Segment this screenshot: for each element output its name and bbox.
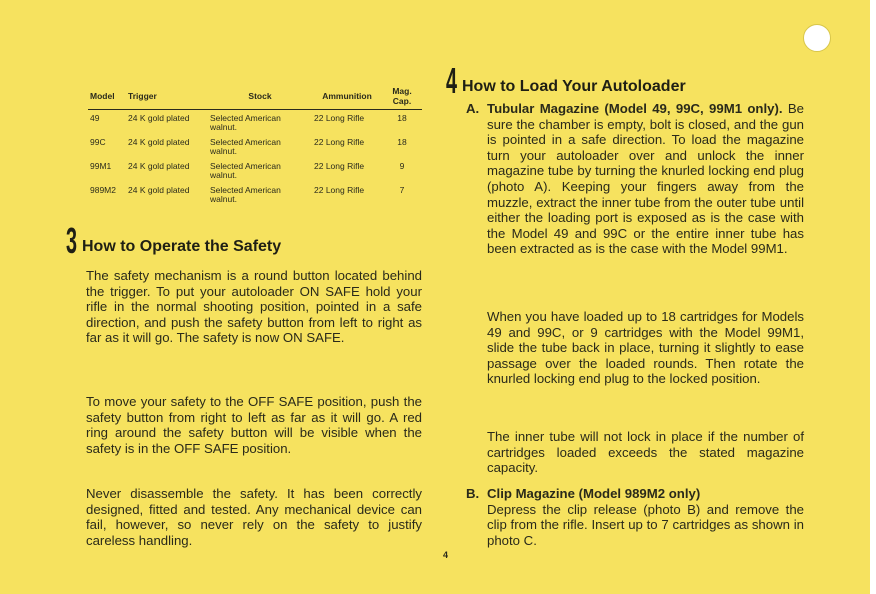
section-4-title: How to Load Your Autoloader — [462, 78, 686, 95]
punch-hole — [803, 24, 831, 52]
cell-capacity: 18 — [397, 113, 407, 123]
header-model: Model — [88, 86, 126, 110]
section-3-title: How to Operate the Safety — [82, 238, 282, 255]
cell-capacity: 9 — [399, 161, 405, 171]
item-a-paragraph-1 — [487, 101, 804, 257]
cell-ammunition: 22 Long Rifle — [314, 113, 365, 123]
table-row — [88, 182, 422, 206]
cell-stock: Selected American walnut. — [210, 161, 281, 180]
cell-model: 99M1 — [90, 161, 112, 171]
cell-model: 989M2 — [90, 185, 116, 195]
cell-stock: Selected American walnut. — [210, 137, 281, 156]
cell-stock: Selected American walnut. — [210, 113, 281, 132]
table-row — [88, 110, 422, 135]
section-3-number: 3 — [66, 220, 78, 261]
cell-model: 49 — [90, 113, 100, 123]
item-b-paragraph — [487, 486, 804, 548]
cell-trigger: 24 K gold plated — [128, 113, 190, 123]
section-4-number: 4 — [446, 60, 458, 101]
cell-trigger: 24 K gold plated — [128, 161, 190, 171]
table-row — [88, 158, 422, 182]
item-a-paragraph-2: When you have loaded up to 18 cartridges for Models 49 and 99C, or 9 cartridges with the Model 99M1, slide the tube back in place, turning it slightly to ease passage over the loaded rounds. Then rotate the knurled locking end plug to the locked position. — [487, 309, 804, 387]
cell-capacity: 18 — [397, 137, 407, 147]
safety-paragraph-2: To move your safety to the OFF SAFE position, push the safety button from right to left as far as it will go. A red ring around the safety button will be visible when the safety is in the OFF SAFE position. — [86, 394, 422, 456]
item-b-text: Depress the clip release (photo B) and remove the clip from the rifle. Insert up to 7 cartridges as shown in photo C. — [487, 501, 804, 548]
section-3-heading — [66, 220, 282, 261]
cell-stock: Selected American walnut. — [210, 185, 281, 204]
section-4-heading — [446, 60, 686, 101]
item-a-heading: Tubular Magazine (Model 49, 99C, 99M1 only). — [487, 101, 783, 116]
header-mag-cap: Mag. Cap. — [382, 86, 422, 110]
safety-paragraph-1: The safety mechanism is a round button located behind the trigger. To put your autoloader ON SAFE hold your rifle in the normal shooting position, pointed in a safe direction, and push the safety button from left to right as far as it will go. The safety is now ON SAFE. — [86, 268, 422, 346]
header-trigger: Trigger — [126, 86, 208, 110]
item-b-letter: B. — [466, 486, 480, 501]
cell-trigger: 24 K gold plated — [128, 137, 190, 147]
table-header-row — [88, 86, 422, 110]
header-stock: Stock — [208, 86, 312, 110]
page-number: 4 — [443, 550, 449, 560]
item-a-text: Be sure the chamber is empty, bolt is closed, and the gun is pointed in a safe direction. To load the magazine turn your autoloader over and unlock the inner magazine tube by turning the knurled locking end plug (photo A). Keeping your fingers away from the muzzle, extract the inner tube from the outer tube until either the loading port is exposed as is the case with the Model 49 and 99C or the entire inner tube has been extracted as is the case with the Model 99M1. — [487, 101, 804, 257]
cell-ammunition: 22 Long Rifle — [314, 185, 365, 195]
item-a-paragraph-3: The inner tube will not lock in place if the number of cartridges loaded exceeds the stated magazine capacity. — [487, 429, 804, 476]
item-a-letter: A. — [466, 101, 480, 116]
cell-ammunition: 22 Long Rifle — [314, 137, 365, 147]
cell-capacity: 7 — [399, 185, 405, 195]
cell-trigger: 24 K gold plated — [128, 185, 190, 195]
safety-paragraph-3: Never disassemble the safety. It has been correctly designed, fitted and tested. Any mechanical device can fail, however, so never rely on the safety to justify careless handling. — [86, 486, 422, 548]
spec-table — [88, 86, 422, 206]
header-ammunition: Ammunition — [312, 86, 382, 110]
cell-ammunition: 22 Long Rifle — [314, 161, 365, 171]
table-row — [88, 134, 422, 158]
item-b-heading: Clip Magazine (Model 989M2 only) — [487, 486, 701, 501]
cell-model: 99C — [90, 137, 106, 147]
